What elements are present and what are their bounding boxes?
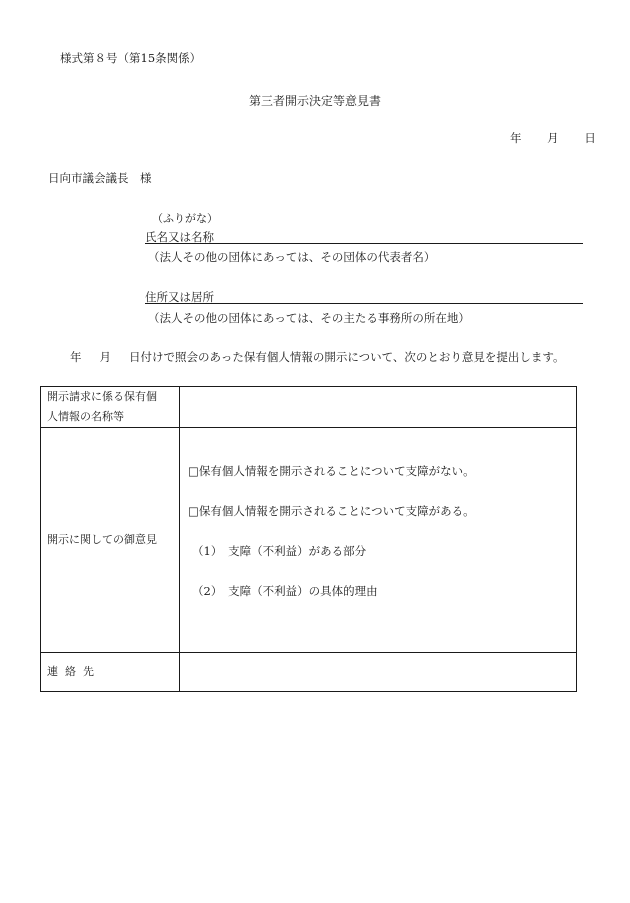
date-line xyxy=(510,130,596,146)
furigana-label: （ふりがな） xyxy=(152,212,218,225)
opinion-table xyxy=(40,386,577,692)
opinion-value-cell xyxy=(180,428,577,653)
document-title: 第三者開示決定等意見書 xyxy=(248,94,381,108)
contact-label-char: 先 xyxy=(83,665,94,678)
sub-item-specific-reason: （2） 支障（不利益）の具体的理由 xyxy=(192,584,378,598)
date-year: 年 xyxy=(510,131,522,145)
table-row xyxy=(41,653,577,692)
intro-sentence xyxy=(70,349,565,365)
name-label: 氏名又は名称 xyxy=(145,230,214,244)
contact-label-char: 連 xyxy=(47,665,58,678)
contact-label-cell xyxy=(41,653,180,692)
intro-text: 日付けで照会のあった保有個人情報の開示について、次のとおり意見を提出します。 xyxy=(129,350,565,364)
name-note: （法人その他の団体にあっては、その団体の代表者名） xyxy=(148,250,436,264)
opinion-label: 開示に関しての御意見 xyxy=(47,533,157,546)
addressee: 日向市議会議長 様 xyxy=(48,171,152,185)
address-label: 住所又は居所 xyxy=(145,290,214,304)
opinion-label-cell xyxy=(41,428,180,653)
checkbox-issue[interactable]: □保有個人情報を開示されることについて支障がある。 xyxy=(188,504,475,518)
form-number: 様式第８号（第15条関係） xyxy=(60,51,202,65)
table-row xyxy=(41,428,577,653)
table-row xyxy=(41,387,577,428)
info-label-line1: 開示請求に係る保有個 xyxy=(47,390,157,403)
date-day: 日 xyxy=(584,131,596,145)
info-value-cell[interactable] xyxy=(180,387,577,428)
contact-label-char: 絡 xyxy=(65,665,76,678)
checkbox-no-issue[interactable]: □保有個人情報を開示されることについて支障がない。 xyxy=(188,464,475,478)
info-label-cell xyxy=(41,387,180,428)
intro-month: 月 xyxy=(99,350,111,364)
date-month: 月 xyxy=(547,131,559,145)
intro-year: 年 xyxy=(70,350,82,364)
sub-item-affected-part: （1） 支障（不利益）がある部分 xyxy=(192,544,367,558)
address-field[interactable] xyxy=(145,289,583,304)
name-field[interactable] xyxy=(145,229,583,244)
info-label-line2: 人情報の名称等 xyxy=(47,410,124,423)
contact-value-cell[interactable] xyxy=(180,653,577,692)
address-note: （法人その他の団体にあっては、その主たる事務所の所在地） xyxy=(148,311,470,325)
